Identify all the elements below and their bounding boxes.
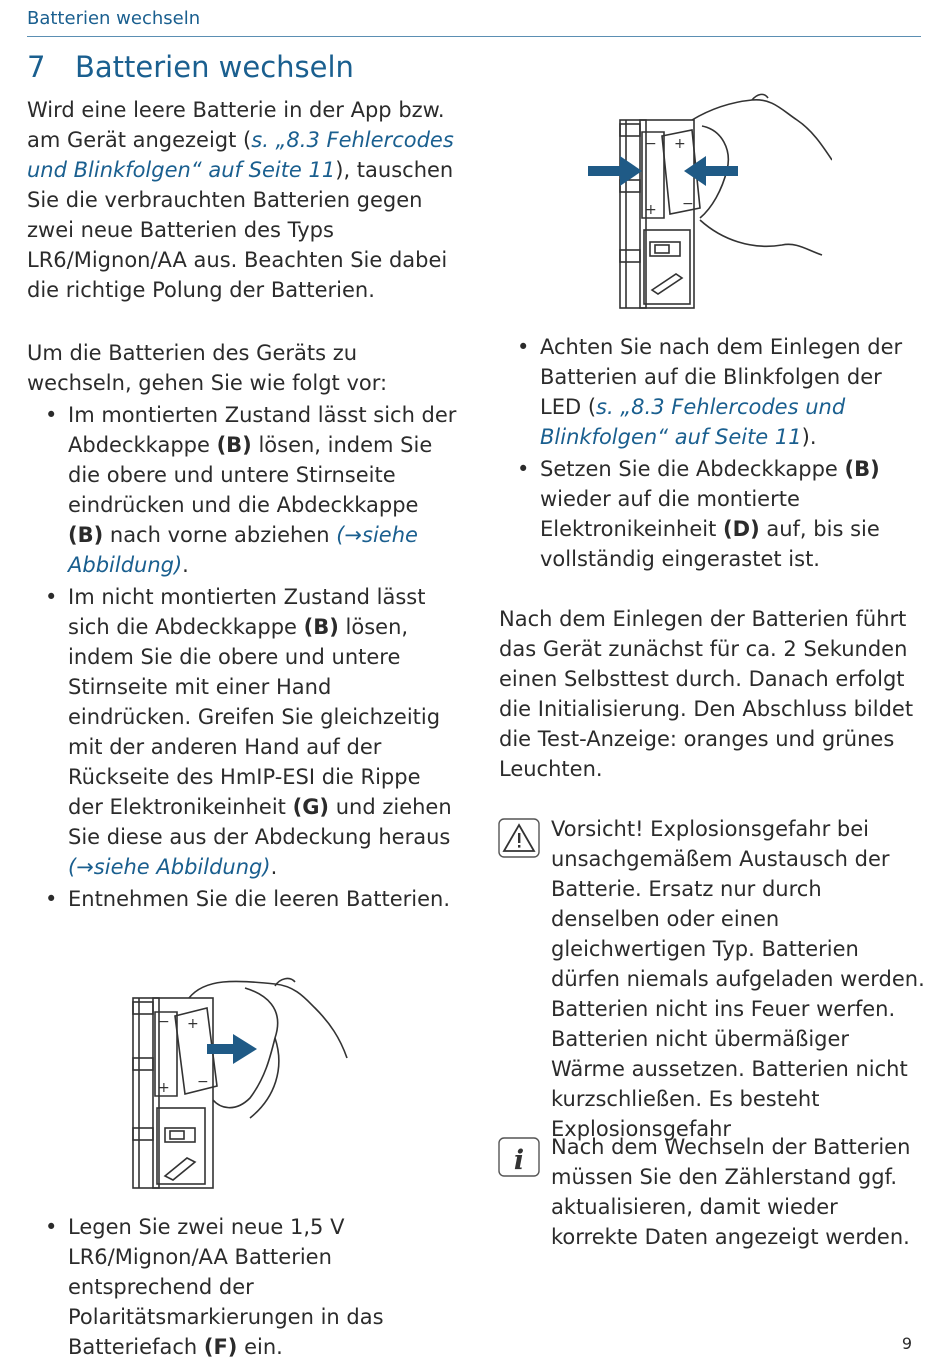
selftest-paragraph: Nach dem Einlegen der Batterien führt das Gerät zunächst für ca. 2 Sekunden einen Selbsttest durch. Danach erfolgt die Initialisierung. Den Abschluss bildet die Test-Anzeige: oranges und grünes Leuchten. [499, 607, 914, 781]
svg-text:+: + [645, 202, 657, 218]
see-figure-link[interactable]: (→siehe Abbildung) [68, 523, 418, 577]
info-note: Nach dem Wechseln der Batterien müssen Sie den Zählerstand ggf. aktualisieren, damit wieder korrekte Daten angezeigt werden. [551, 1135, 911, 1249]
after-insert-list [499, 332, 924, 574]
chapter-number: 7 [27, 50, 46, 84]
svg-text:−: − [197, 1074, 209, 1090]
insert-list [27, 1212, 459, 1362]
intro-paragraph: Wird eine leere Batterie in der App bzw. am Gerät angezeigt (s. „8.3 Fehlercodes und Blinkfolgen“ auf Seite 11), tauschen Sie die verbrauchten Batterien gegen zwei neue Batterien des Typs LR6/Mignon/AA aus. Beachten Sie dabei die richtige Polung der Batterien. [27, 98, 454, 302]
svg-text:i: i [513, 1145, 525, 1176]
svg-text:+: + [187, 1016, 199, 1032]
arrow-right-icon [588, 156, 642, 186]
svg-text:−: − [645, 136, 657, 152]
chapter-title [27, 50, 354, 84]
steps-list [27, 400, 459, 914]
steps-intro: Um die Batterien des Geräts zu wechseln, gehen Sie wie folgt vor: [27, 341, 388, 395]
svg-text:+: + [158, 1080, 170, 1096]
list-item: • Setzen Sie die Abdeckkappe (B) wieder auf die montierte Elektronikeinheit (D) auf, bis sie vollständig eingerastet ist. [499, 454, 924, 574]
arrow-left-icon [684, 156, 738, 186]
list-item: • Im montierten Zustand lässt sich der Abdeckkappe (B) lösen, indem Sie die obere und untere Stirnseite eindrücken und die Abdeckkappe (B) nach vorne abziehen (→siehe Abbildung). [27, 400, 459, 580]
list-item: • Im nicht montierten Zustand lässt sich die Abdeckkappe (B) lösen, indem Sie die obere und untere Stirnseite mit einer Hand eindrücken. Greifen Sie gleichzeitig mit der anderen Hand auf der Rückseite des HmIP-ESI die Rippe der Elektronikeinheit (G) und ziehen Sie diese aus der Abdeckung heraus (→siehe Abbildung). [27, 582, 459, 882]
svg-text:−: − [682, 196, 694, 212]
arrow-right-icon [207, 1034, 257, 1064]
info-icon [498, 1137, 540, 1177]
list-item: • Entnehmen Sie die leeren Batterien. [27, 884, 459, 914]
svg-text:−: − [158, 1014, 170, 1030]
cross-reference-link[interactable]: s. „8.3 Fehlercodes und Blinkfolgen“ auf Seite 11 [540, 395, 846, 449]
insert-batteries-section [27, 1212, 459, 1364]
page-number: 9 [901, 1334, 912, 1353]
after-insert-section [499, 332, 924, 576]
warning-triangle-icon [498, 818, 540, 858]
battery-removal-illustration [125, 968, 355, 1193]
warning-note: Vorsicht! Explosionsgefahr bei unsachgemäßem Austausch der Batterie. Ersatz nur durch denselben oder einen gleichwertigen Typ. Batterien dürfen niemals aufgeladen werden. Batterien nicht ins Feuer werfen. Batterien nicht übermäßiger Wärme aussetzen. Batterien nicht kurzschließen. Es besteht Explosionsgefahr [551, 817, 925, 1141]
svg-text:+: + [674, 136, 686, 152]
running-header: Batterien wechseln [27, 8, 201, 29]
steps-section [27, 338, 459, 916]
header-divider [27, 36, 921, 37]
list-item: • Legen Sie zwei neue 1,5 V LR6/Mignon/AA Batterien entsprechend der Polaritätsmarkierungen in das Batteriefach (F) ein. [27, 1212, 459, 1362]
see-figure-link[interactable]: (→siehe Abbildung) [68, 855, 271, 879]
chapter-title-text: Batterien wechseln [75, 50, 354, 84]
cross-reference-link[interactable]: s. „8.3 Fehlercodes und Blinkfolgen“ auf Seite 11 [27, 128, 454, 182]
list-item: • Achten Sie nach dem Einlegen der Batterien auf die Blinkfolgen der LED (s. „8.3 Fehlercodes und Blinkfolgen“ auf Seite 11). [499, 332, 924, 452]
battery-insert-illustration [582, 90, 832, 312]
